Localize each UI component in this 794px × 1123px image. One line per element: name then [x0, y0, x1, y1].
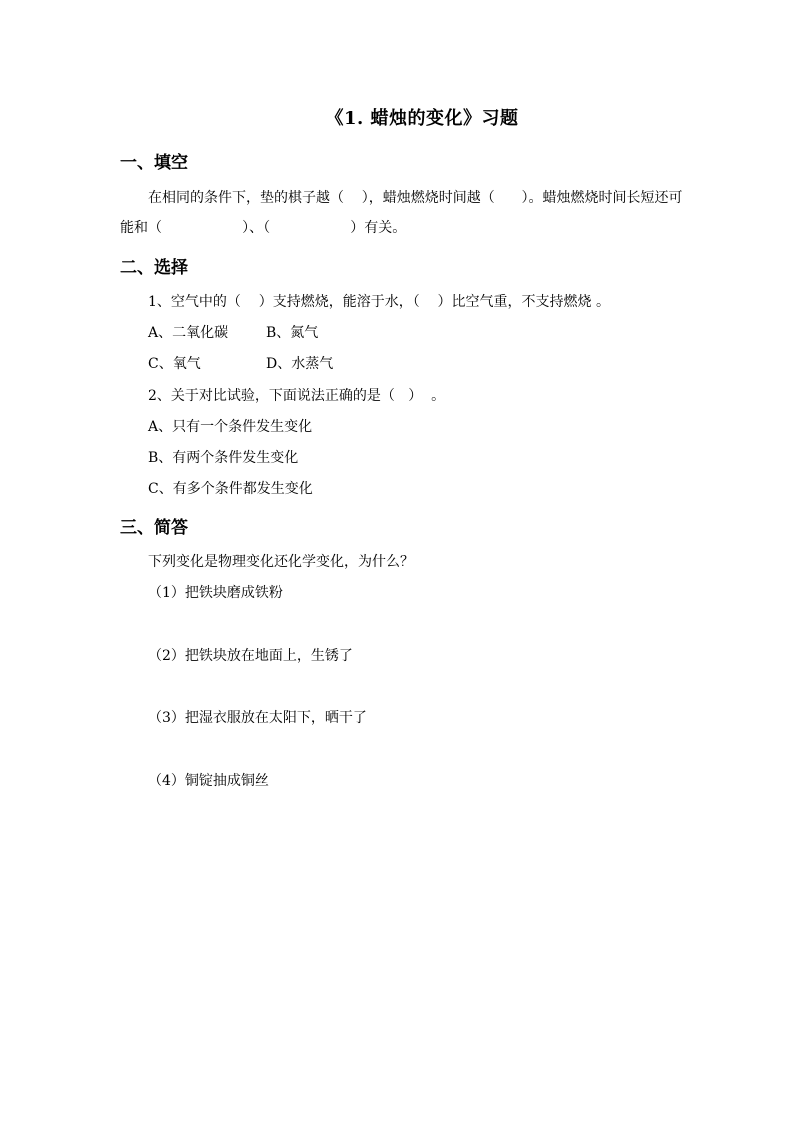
short-prompt: 下列变化是物理变化还化学变化，为什么？ — [148, 554, 414, 570]
choice-q2-option-a: A、只有一个条件发生变化 — [148, 419, 313, 435]
choice-q1-option-d: D、水蒸气 — [266, 356, 334, 372]
short-item-2: （2）把铁块放在地面上，生锈了 — [148, 648, 353, 664]
fill-line-2: 能和（ ）、（ ）有关。 — [120, 220, 407, 236]
choice-q1-option-b: B、氮气 — [266, 325, 319, 341]
section-heading-short: 三、简答 — [120, 518, 188, 538]
section-heading-fill: 一、填空 — [120, 153, 188, 173]
fill-line-1: 在相同的条件下，垫的棋子越（ ），蜡烛燃烧时间越（ ）。蜡烛燃烧时间长短还可 — [148, 190, 683, 206]
choice-q1-option-a: A、二氧化碳 — [148, 325, 229, 341]
short-item-1: （1）把铁块磨成铁粉 — [148, 585, 283, 601]
choice-q1-option-c: C、氧气 — [148, 356, 201, 372]
page-title: 《1. 蜡烛的变化》习题 — [325, 108, 519, 129]
choice-question-1: 1、空气中的（ ）支持燃烧，能溶于水，（ ）比空气重，不支持燃烧 。 — [148, 294, 610, 310]
short-item-4: （4）铜锭抽成铜丝 — [148, 773, 269, 789]
section-heading-choice: 二、选择 — [120, 258, 188, 278]
short-item-3: （3）把湿衣服放在太阳下，晒干了 — [148, 710, 367, 726]
choice-q2-option-c: C、有多个条件都发生变化 — [148, 481, 313, 497]
choice-question-2: 2、关于对比试验，下面说法正确的是（ ） 。 — [148, 388, 446, 404]
choice-q2-option-b: B、有两个条件发生变化 — [148, 450, 299, 466]
